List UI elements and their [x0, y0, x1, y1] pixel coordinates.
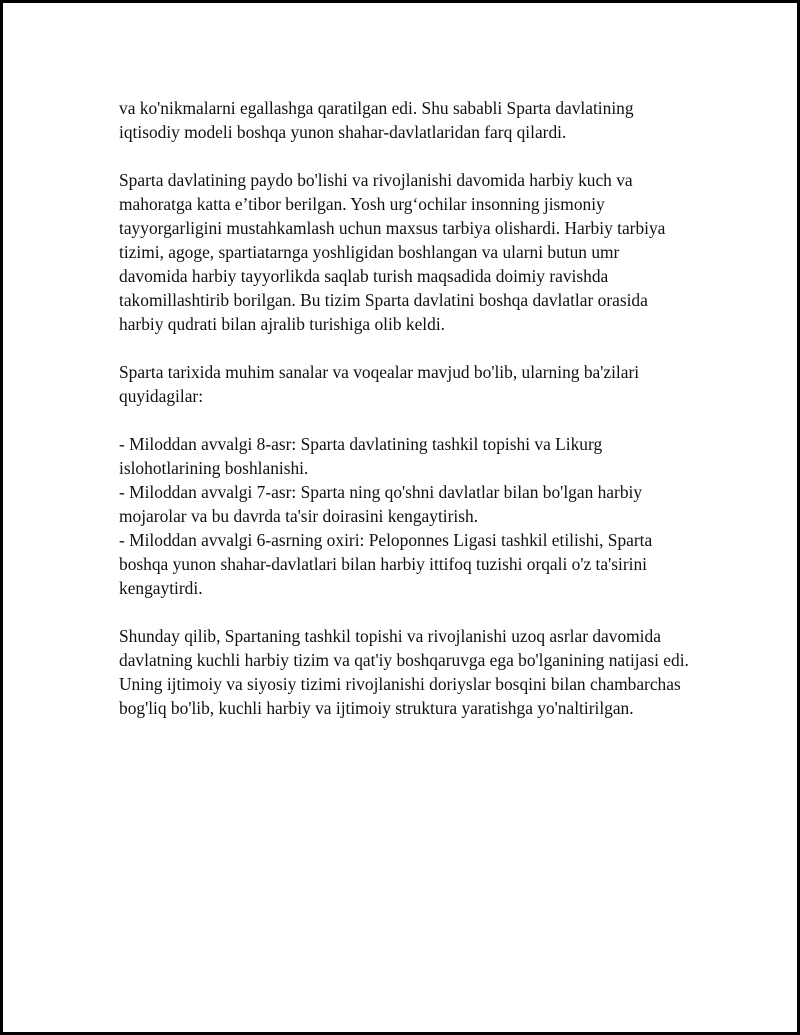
dates-list [119, 432, 689, 600]
list-item: - Miloddan avvalgi 6-asrning oxiri: Peloponnes Ligasi tashkil etilishi, Sparta boshqa yunon shahar-davlatlari bilan harbiy ittifoq tuzishi orqali o'z ta'sirini kengaytirdi. [119, 530, 653, 598]
paragraph-conclusion: Shunday qilib, Spartaning tashkil topishi va rivojlanishi uzoq asrlar davomida davlatning kuchli harbiy tizim va qat'iy boshqaruvga ega bo'lganining natijasi edi. Uning ijtimoiy va siyosiy tizimi rivojlanishi doriyslar bosqini bilan chambarchas bog'liq bo'lib, kuchli harbiy va ijtimoiy struktura yaratishga yo'naltirilgan. [119, 626, 689, 718]
list-item: - Miloddan avvalgi 7-asr: Sparta ning qo'shni davlatlar bilan bo'lgan harbiy mojarolar va bu davrda ta'sir doirasini kengaytirish. [119, 482, 643, 526]
list-item: - Miloddan avvalgi 8-asr: Sparta davlatining tashkil topishi va Likurg islohotlarining boshlanishi. [119, 434, 603, 478]
document-body [119, 96, 689, 744]
paragraph-dates-intro: Sparta tarixida muhim sanalar va voqealar mavjud bo'lib, ularning ba'zilari quyidagilar: [119, 362, 640, 406]
paragraph-intro: va ko'nikmalarni egallashga qaratilgan edi. Shu sababli Sparta davlatining iqtisodiy modeli boshqa yunon shahar-davlatlaridan farq qilardi. [119, 98, 634, 142]
paragraph-military: Sparta davlatining paydo bo'lishi va rivojlanishi davomida harbiy kuch va mahoratga katta e’tibor berilgan. Yosh urg‘ochilar insonning jismoniy tayyorgarligini mustahkamlash uchun maxsus tarbiya olishardi. Harbiy tarbiya tizimi, agoge, spartiatarnga yoshligidan boshlangan va ularni butun umr davomida harbiy tayyorlikda saqlab turish maqsadida doimiy ravishda takomillashtirib borilgan. Bu tizim Sparta davlatini boshqa davlatlar orasida harbiy qudrati bilan ajralib turishiga olib keldi. [119, 170, 666, 334]
